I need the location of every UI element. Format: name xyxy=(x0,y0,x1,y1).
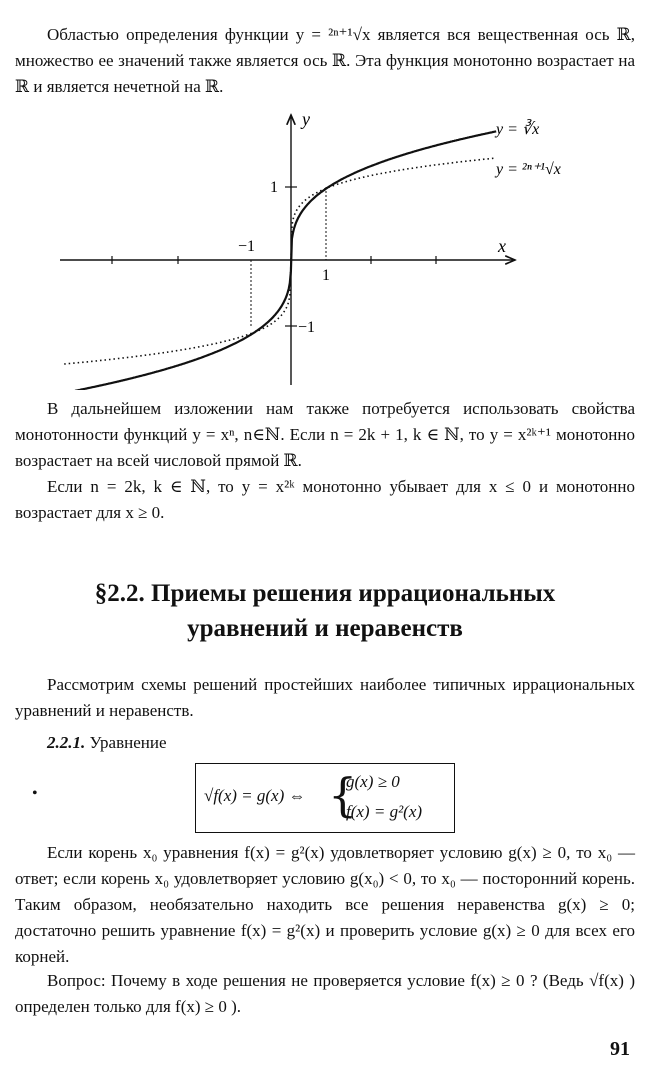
function-graph xyxy=(0,110,650,390)
formula-condition-2: f(x) = g²(x) xyxy=(346,802,423,821)
subsection-number: 2.2.1. xyxy=(47,733,86,752)
subsection-heading xyxy=(47,733,167,753)
section-heading-line1: §2.2. Приемы решения иррациональных xyxy=(94,580,556,607)
x-tick-neg1: −1 xyxy=(238,238,256,255)
curve-label-odd: y = ²ⁿ⁺¹√x xyxy=(496,161,561,178)
y-tick-neg1: −1 xyxy=(298,319,316,336)
y-axis-label: y xyxy=(302,110,310,129)
cube-root-curve xyxy=(75,131,496,390)
page-number: 91 xyxy=(610,1038,630,1060)
curve-label-cube: y = ∛x xyxy=(496,121,540,138)
question-paragraph: Вопрос: Почему в ходе решения не проверяется условие f(x) ≥ 0 ? (Ведь √f(x) ) определен только для f(x) ≥ 0 ). xyxy=(15,971,635,1016)
y-tick-1: 1 xyxy=(270,179,278,196)
intro-paragraph: Областью определения функции y = ²ⁿ⁺¹√x является вся вещественная ось ℝ, множество ее значений также является ось ℝ. Эта функция монотонно возрастает на ℝ и является нечетной на ℝ. xyxy=(15,25,635,96)
bullet-dot: • xyxy=(32,785,38,802)
schemes-paragraph: Рассмотрим схемы решений простейших наиболее типичных иррациональных уравнений и неравенств. xyxy=(15,675,635,720)
formula-condition-1: g(x) ≥ 0 xyxy=(346,772,400,791)
x-tick-1: 1 xyxy=(322,267,330,284)
subsection-title: Уравнение xyxy=(89,733,167,752)
odd-root-curve xyxy=(64,158,496,364)
formula-left: √f(x) = g(x) ⇔ xyxy=(204,786,306,805)
x-axis-label: x xyxy=(498,236,506,256)
even-power-paragraph: Если n = 2k, k ∈ ℕ, то y = x²ᵏ монотонно убывает для x ≤ 0 и монотонно возрастает для x ≥ 0. xyxy=(15,477,635,522)
formula-box xyxy=(195,763,455,833)
root-check-paragraph: Если корень x₀ уравнения f(x) = g²(x) удовлетворяет условию g(x) ≥ 0, то x₀ — ответ; если корень x₀ удовлетворяет условию g(x₀) < 0, то x₀ — посторонний корень. Таким образом, необязательно находить все решения неравенства g(x) ≥ 0; достаточно решить уравнение f(x) = g²(x) и проверить условие g(x) ≥ 0 для всех его корней. xyxy=(15,843,635,966)
monotonicity-paragraph: В дальнейшем изложении нам также потребуется использовать свойства монотонности функций y = xⁿ, n∈ℕ. Если n = 2k + 1, k ∈ ℕ, то y = x²ᵏ⁺¹ монотонно возрастает на всей числовой прямой ℝ. xyxy=(15,399,635,470)
system-brace: { xyxy=(328,768,358,822)
section-heading-line2: уравнений и неравенств xyxy=(187,615,463,642)
